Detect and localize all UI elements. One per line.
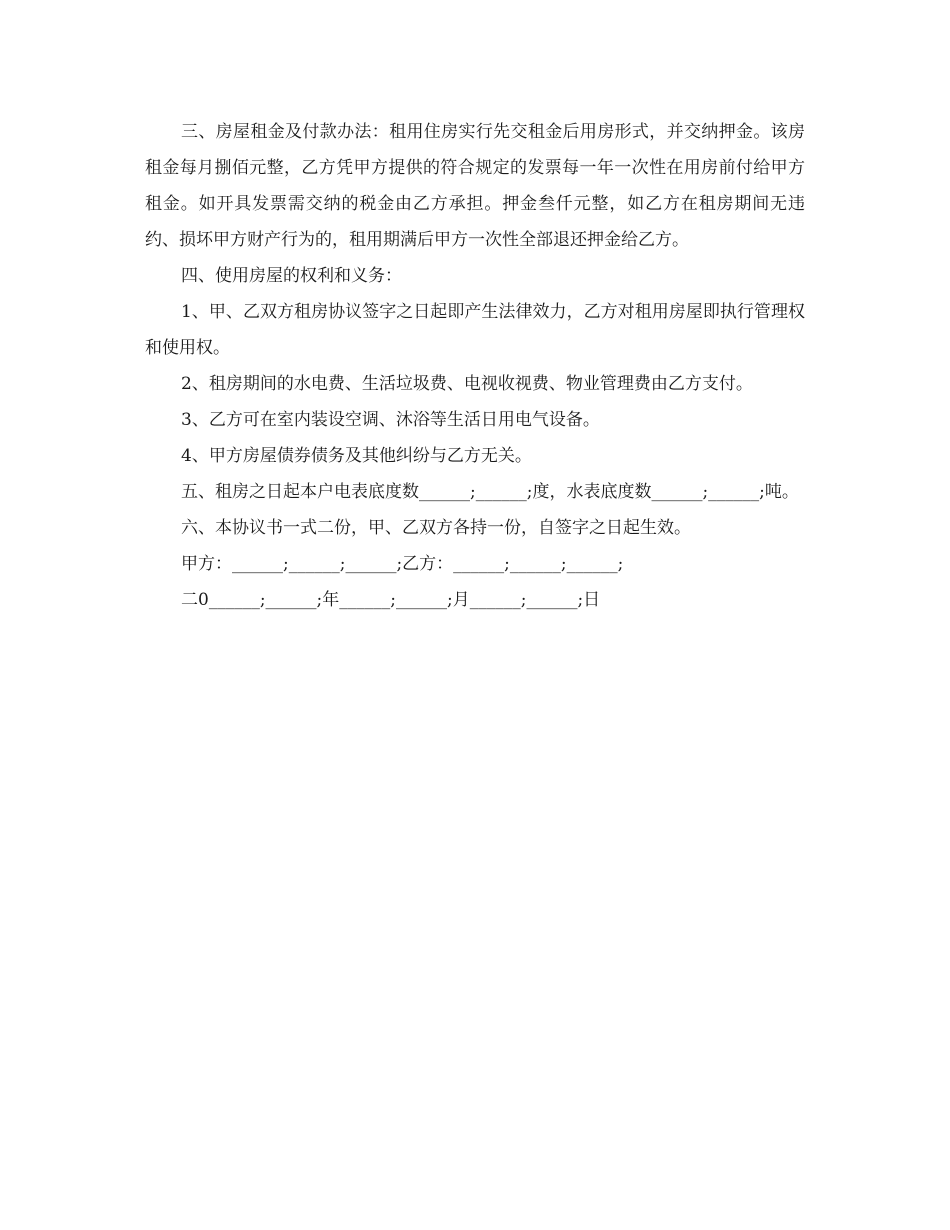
paragraph-clause-4: 4、甲方房屋债券债务及其他纠纷与乙方无关。 <box>181 446 532 466</box>
signature-line: 甲方：______;______;______;乙方：______;______;______; <box>181 554 624 574</box>
paragraph-clause-1: 1、甲、乙双方租房协议签字之日起即产生法律效力，乙方对租用房屋即执行管理权和使用权。 <box>145 302 805 358</box>
paragraph-rights-obligations-heading: 四、使用房屋的权利和义务： <box>181 266 402 286</box>
date-line: 二0______;______;年______;______;月______;______;日 <box>181 590 601 610</box>
document-body <box>145 114 805 618</box>
paragraph-effectiveness: 六、本协议书一式二份，甲、乙双方各持一份，自签字之日起生效。 <box>181 518 691 538</box>
paragraph-meter-readings: 五、租房之日起本户电表底度数______;______;度，水表底度数______;______;吨。 <box>181 482 799 502</box>
paragraph-clause-3: 3、乙方可在室内装设空调、沐浴等生活日用电气设备。 <box>181 410 600 430</box>
paragraph-clause-2: 2、租房期间的水电费、生活垃圾费、电视收视费、物业管理费由乙方支付。 <box>181 374 753 394</box>
paragraph-rent-payment: 三、房屋租金及付款办法：租用住房实行先交租金后用房形式，并交纳押金。该房租金每月捌佰元整，乙方凭甲方提供的符合规定的发票每一年一次性在用房前付给甲方租金。如开具发票需交纳的税金由乙方承担。押金叁仟元整，如乙方在租房期间无违约、损坏甲方财产行为的，租用期满后甲方一次性全部退还押金给乙方。 <box>145 122 805 250</box>
